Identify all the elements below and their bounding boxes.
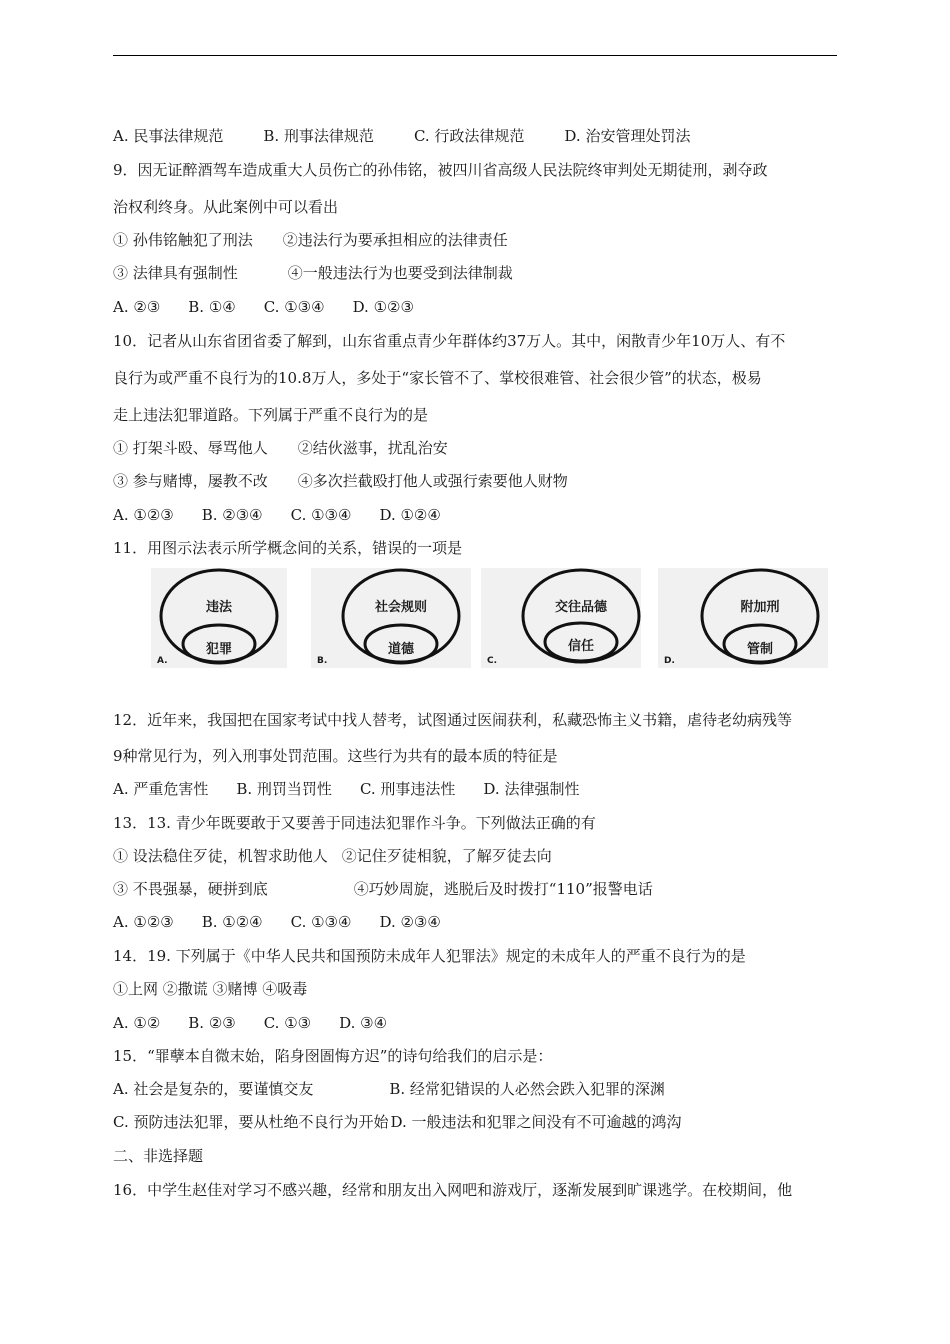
q9-statement-4: ④一般违法行为也要受到法律制裁: [287, 264, 513, 282]
q10-answer-a: A. ①②③: [113, 506, 174, 524]
q9-stem-2: 治权利终身。从此案例中可以看出: [113, 198, 339, 216]
diagram-d-tag: D.: [664, 656, 675, 666]
q14-stem: 14．19. 下列属于《中华人民共和国预防未成年人犯罪法》规定的未成年人的严重不良行为的是: [113, 947, 746, 965]
q12-answer-c: C. 刑事违法性: [359, 780, 456, 798]
q11-diagram-d: [658, 568, 828, 668]
diagram-d-outer-label: 附加刑: [740, 600, 780, 615]
q12-answer-d: D. 法律强制性: [483, 780, 580, 798]
q8-options: [113, 126, 690, 146]
q14-answers: [113, 1013, 387, 1033]
q10-statement-4: ④多次拦截殴打他人或强行索要他人财物: [297, 472, 568, 490]
q10-stem-1: 10．记者从山东省团省委了解到，山东省重点青少年群体约37万人。其中，闲散青少年10万人、有不: [113, 332, 786, 350]
q8-option-d: D. 治安管理处罚法: [564, 127, 691, 145]
q10-statement-2: ②结伙滋事，扰乱治安: [297, 439, 448, 457]
q14-answer-a: A. ①②: [113, 1014, 161, 1032]
header-rule: [113, 55, 837, 56]
q15-answer-d: D. 一般违法和犯罪之间没有不可逾越的鸿沟: [390, 1113, 682, 1131]
q9-answer-b: B. ①④: [188, 298, 236, 316]
q9-statements-row2: [113, 263, 513, 283]
q13-statement-3: ③ 不畏强暴，硬拼到底: [113, 880, 268, 898]
q9-statement-2: ②违法行为要承担相应的法律责任: [282, 231, 508, 249]
q11-diagrams: [113, 568, 837, 668]
q12-answer-b: B. 刑罚当罚性: [236, 780, 332, 798]
q10-answer-b: B. ②③④: [201, 506, 263, 524]
q9-stem-1: 9．因无证醉酒驾车造成重大人员伤亡的孙伟铭，被四川省高级人民法院终审判处无期徒刑，剥夺政: [113, 161, 768, 179]
diagram-c-tag: C.: [487, 656, 498, 666]
q10-answers: [113, 505, 441, 525]
diagram-c-inner-label: 信任: [567, 639, 594, 654]
q9-answer-a: A. ②③: [113, 298, 161, 316]
q14-answer-d: D. ③④: [339, 1014, 388, 1032]
q11-diagram-c: [481, 568, 641, 668]
q9-answers: [113, 297, 414, 317]
q10-stem-2: 良行为或严重不良行为的10.8万人，多处于“家长管不了、掌校很难管、社会很少管”的状态，极易: [113, 369, 762, 387]
q15-answers-row1: [113, 1079, 665, 1099]
q12-stem-2: 9种常见行为，列入刑事处罚范围。这些行为共有的最本质的特征是: [113, 747, 558, 765]
q9-statement-1: ① 孙伟铭触犯了刑法: [113, 231, 253, 249]
q16-stem: 16．中学生赵佳对学习不感兴趣，经常和朋友出入网吧和游戏厅，逐渐发展到旷课逃学。在校期间，他: [113, 1181, 793, 1199]
q13-statements-row2: [113, 879, 653, 899]
diagram-d-inner-label: 管制: [746, 642, 773, 657]
q9-statements-row1: [113, 230, 508, 250]
q14-statements: ①上网 ②撒谎 ③赌博 ④吸毒: [113, 980, 308, 998]
q9-answer-c: C. ①③④: [263, 298, 325, 316]
q15-answers-row2: [113, 1112, 682, 1132]
q11-diagram-a: [151, 568, 287, 668]
diagram-a-inner-label: 犯罪: [205, 642, 232, 657]
q13-answer-b: B. ①②④: [201, 913, 263, 931]
q10-answer-c: C. ①③④: [290, 506, 352, 524]
q13-statements-row1: [113, 846, 552, 866]
q8-option-a: A. 民事法律规范: [113, 127, 224, 145]
q15-stem: 15．“罪孽本自微末始，陷身囹圄悔方迟”的诗句给我们的启示是：: [113, 1047, 553, 1065]
q15-answer-a: A. 社会是复杂的，要谨慎交友: [113, 1080, 314, 1098]
q9-answer-d: D. ①②③: [352, 298, 414, 316]
q10-stem-3: 走上违法犯罪道路。下列属于严重不良行为的是: [113, 406, 429, 424]
q11-stem: 11．用图示法表示所学概念间的关系，错误的一项是: [113, 539, 463, 557]
diagram-c-outer-label: 交往品德: [554, 600, 607, 615]
q15-answer-b: B. 经常犯错误的人必然会跌入犯罪的深渊: [389, 1080, 665, 1098]
diagram-a-outer-label: 违法: [205, 600, 232, 615]
q12-stem-1: 12．近年来，我国把在国家考试中找人替考，试图通过医闹获利，私藏恐怖主义书籍，虐待老幼病残等: [113, 711, 793, 729]
diagram-a-tag: A.: [157, 656, 168, 666]
q13-answer-c: C. ①③④: [290, 913, 352, 931]
q13-answers: [113, 912, 441, 932]
q13-stem: 13．13. 青少年既要敢于又要善于同违法犯罪作斗争。下列做法正确的有: [113, 814, 596, 832]
q10-statement-1: ① 打架斗殴、辱骂他人: [113, 439, 268, 457]
q10-statements-row2: [113, 471, 568, 491]
q13-statement-4: ④巧妙周旋，逃脱后及时拨打“110”报警电话: [353, 880, 653, 898]
q10-statement-3: ③ 参与赌博，屡教不改: [113, 472, 268, 490]
section-heading: 二、非选择题: [113, 1147, 204, 1165]
q13-statement-2: ②记住歹徒相貌，了解歹徒去向: [341, 847, 552, 865]
q8-option-b: B. 刑事法律规范: [263, 127, 374, 145]
q14-answer-c: C. ①③: [263, 1014, 312, 1032]
q12-answers: [113, 779, 579, 799]
diagram-b-outer-label: 社会规则: [374, 600, 427, 615]
q11-diagram-b: [311, 568, 471, 668]
q8-option-c: C. 行政法律规范: [413, 127, 525, 145]
q13-answer-a: A. ①②③: [113, 913, 174, 931]
q10-answer-d: D. ①②④: [379, 506, 441, 524]
q13-statement-1: ① 设法稳住歹徒，机智求助他人: [113, 847, 328, 865]
q15-answer-c: C. 预防违法犯罪，要从杜绝不良行为开始: [113, 1113, 389, 1131]
q9-statement-3: ③ 法律具有强制性: [113, 264, 238, 282]
q14-answer-b: B. ②③: [188, 1014, 236, 1032]
diagram-b-inner-label: 道德: [387, 642, 414, 657]
q13-answer-d: D. ②③④: [379, 913, 441, 931]
q10-statements-row1: [113, 438, 448, 458]
diagram-b-tag: B.: [317, 656, 328, 666]
q12-answer-a: A. 严重危害性: [113, 780, 209, 798]
